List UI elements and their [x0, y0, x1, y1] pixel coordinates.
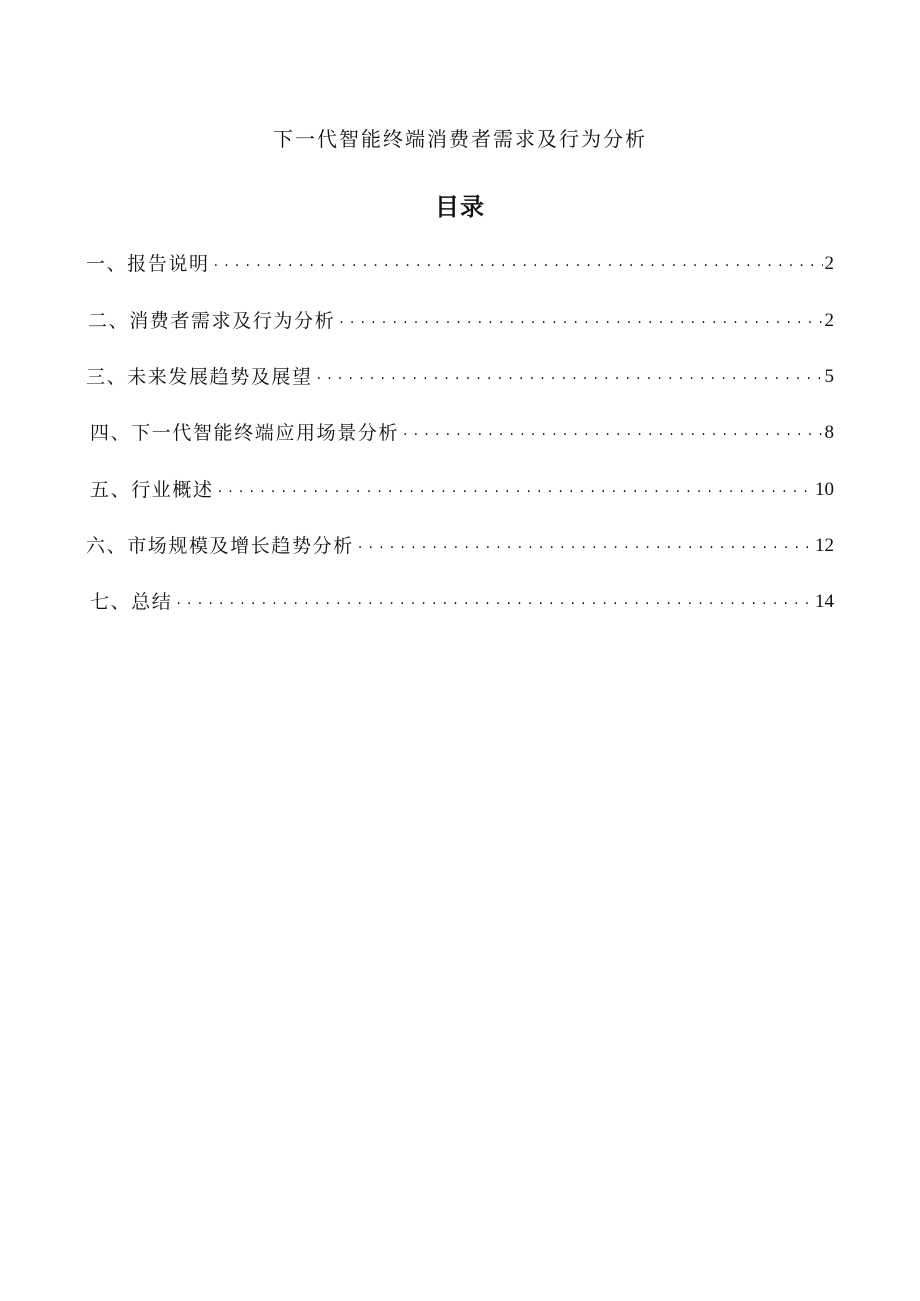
toc-dot-leader — [358, 531, 813, 559]
toc-dot-leader — [339, 306, 822, 334]
toc-entry-page-number: 5 — [824, 366, 834, 387]
toc-entry-page-number: 8 — [824, 422, 834, 443]
toc-entry-future-trends[interactable] — [86, 364, 834, 390]
toc-dot-leader — [214, 249, 823, 277]
toc-dot-leader — [317, 362, 823, 390]
toc-entry-label: 二、消费者需求及行为分析 — [88, 310, 336, 332]
toc-entry-page-number: 14 — [815, 591, 834, 612]
toc-entry-label: 五、行业概述 — [90, 479, 214, 501]
toc-entry-market-size[interactable] — [86, 533, 834, 559]
toc-entry-label: 六、市场规模及增长趋势分析 — [86, 535, 354, 557]
toc-entry-application-scenarios[interactable] — [90, 420, 834, 446]
toc-entry-industry-overview[interactable] — [90, 477, 834, 503]
toc-entry-label: 一、报告说明 — [86, 253, 210, 275]
toc-dot-leader — [218, 475, 813, 503]
toc-entry-page-number: 2 — [824, 310, 834, 331]
toc-entry-page-number: 2 — [824, 253, 834, 274]
toc-entry-report-description[interactable] — [86, 251, 834, 277]
toc-entry-page-number: 10 — [815, 479, 834, 500]
toc-entry-page-number: 12 — [815, 535, 834, 556]
toc-dot-leader — [176, 587, 813, 615]
toc-entry-label: 七、总结 — [90, 591, 173, 613]
toc-entry-consumer-demand[interactable] — [88, 308, 834, 334]
toc-entry-label: 四、下一代智能终端应用场景分析 — [90, 422, 400, 444]
document-title: 下一代智能终端消费者需求及行为分析 — [273, 127, 647, 151]
toc-entry-summary[interactable] — [90, 589, 834, 615]
toc-entry-label: 三、未来发展趋势及展望 — [86, 366, 313, 388]
toc-heading: 目录 — [435, 193, 485, 221]
toc-dot-leader — [403, 418, 822, 446]
